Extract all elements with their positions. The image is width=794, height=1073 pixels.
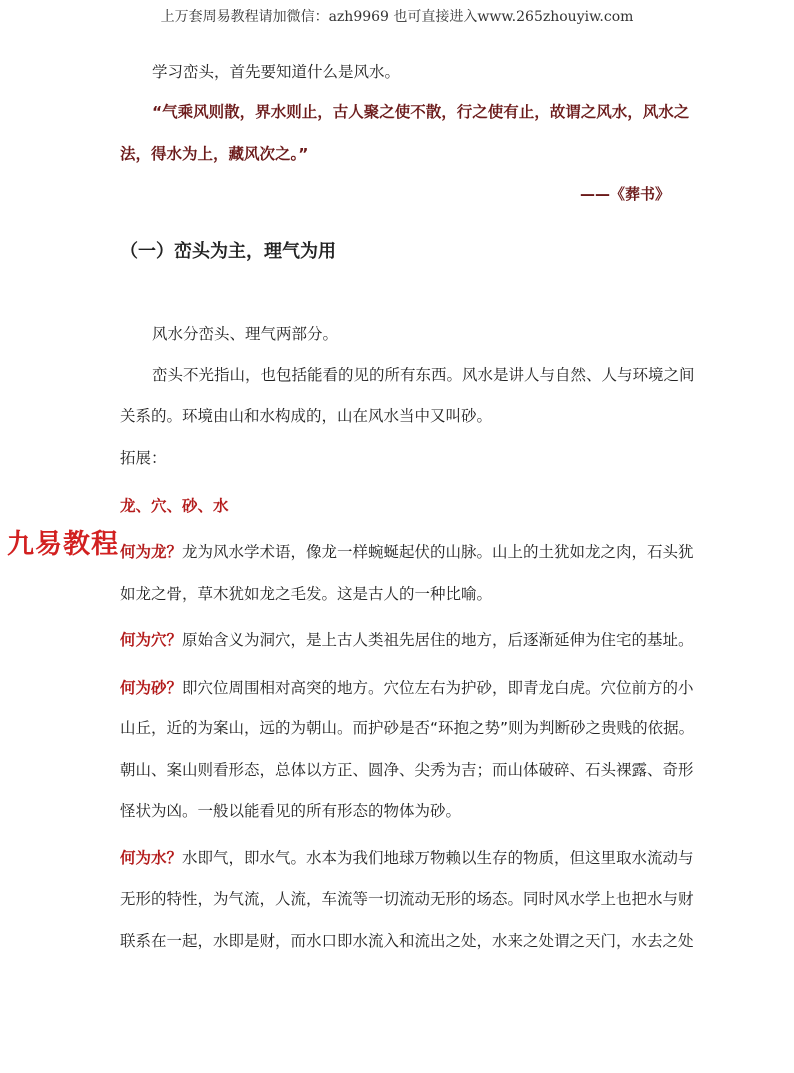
water-line-1 [120, 846, 694, 868]
water-text: 水即气，即水气。水本为我们地球万物赖以生存的物质，但这里取水流动与 [182, 849, 694, 867]
sand-line-3: 朝山、案山则看形态，总体以方正、圆净、尖秀为吉；而山体破碎、石头裸露、奇形 [120, 761, 694, 779]
subheading: 龙、穴、砂、水 [120, 497, 229, 515]
sand-text: 即穴位周围相对高突的地方。穴位左右为护砂，即青龙白虎。穴位前方的小 [182, 679, 694, 697]
dragon-line-1 [120, 540, 694, 562]
intro-text: 学习峦头，首先要知道什么是风水。 [152, 63, 401, 81]
section-title: （一）峦头为主，理气为用 [120, 241, 336, 262]
cave-label: 何为穴？ [120, 631, 183, 649]
cave-text: 原始含义为洞穴，是上古人类祖先居住的地方，后逐渐延伸为住宅的基址。 [182, 631, 694, 649]
sand-label: 何为砂？ [120, 679, 183, 697]
water-line-2: 无形的特性，为气流，人流，车流等一切流动无形的场态。同时风水学上也把水与财 [120, 890, 694, 908]
dragon-label: 何为龙？ [120, 543, 183, 561]
paragraph-2-line-1: 峦头不光指山，也包括能看的见的所有东西。风水是讲人与自然、人与环境之间 [152, 366, 695, 384]
expand-label: 拓展： [120, 449, 167, 467]
cave-line-1 [120, 628, 694, 650]
water-label: 何为水？ [120, 849, 183, 867]
paragraph-1: 风水分峦头、理气两部分。 [152, 325, 339, 343]
quote-source: ——《葬书》 [579, 185, 670, 203]
quote-line-2: 法，得水为上，藏风次之。” [120, 145, 309, 163]
sand-line-1 [120, 676, 694, 698]
dragon-text: 龙为风水学术语，像龙一样蜿蜒起伏的山脉。山上的土犹如龙之肉，石头犹 [182, 543, 694, 561]
paragraph-2-line-2: 关系的。环境由山和水构成的，山在风水当中又叫砂。 [120, 407, 493, 425]
watermark-text: 九易教程 [7, 529, 119, 560]
sand-line-2: 山丘，近的为案山，远的为朝山。而护砂是否“环抱之势”则为判断砂之贵贱的依据。 [120, 719, 695, 737]
sand-line-4: 怪状为凶。一般以能看见的所有形态的物体为砂。 [120, 802, 462, 820]
quote-line-1: “气乘风则散，界水则止，古人聚之使不散，行之使有止，故谓之风水，风水之 [152, 103, 690, 121]
water-line-3: 联系在一起，水即是财，而水口即水流入和流出之处，水来之处谓之天门，水去之处 [120, 932, 694, 950]
dragon-line-2: 如龙之骨，草木犹如龙之毛发。这是古人的一种比喻。 [120, 585, 493, 603]
page-header: 上万套周易教程请加微信：azh9969 也可直接进入www.265zhouyiw.com [160, 9, 634, 25]
